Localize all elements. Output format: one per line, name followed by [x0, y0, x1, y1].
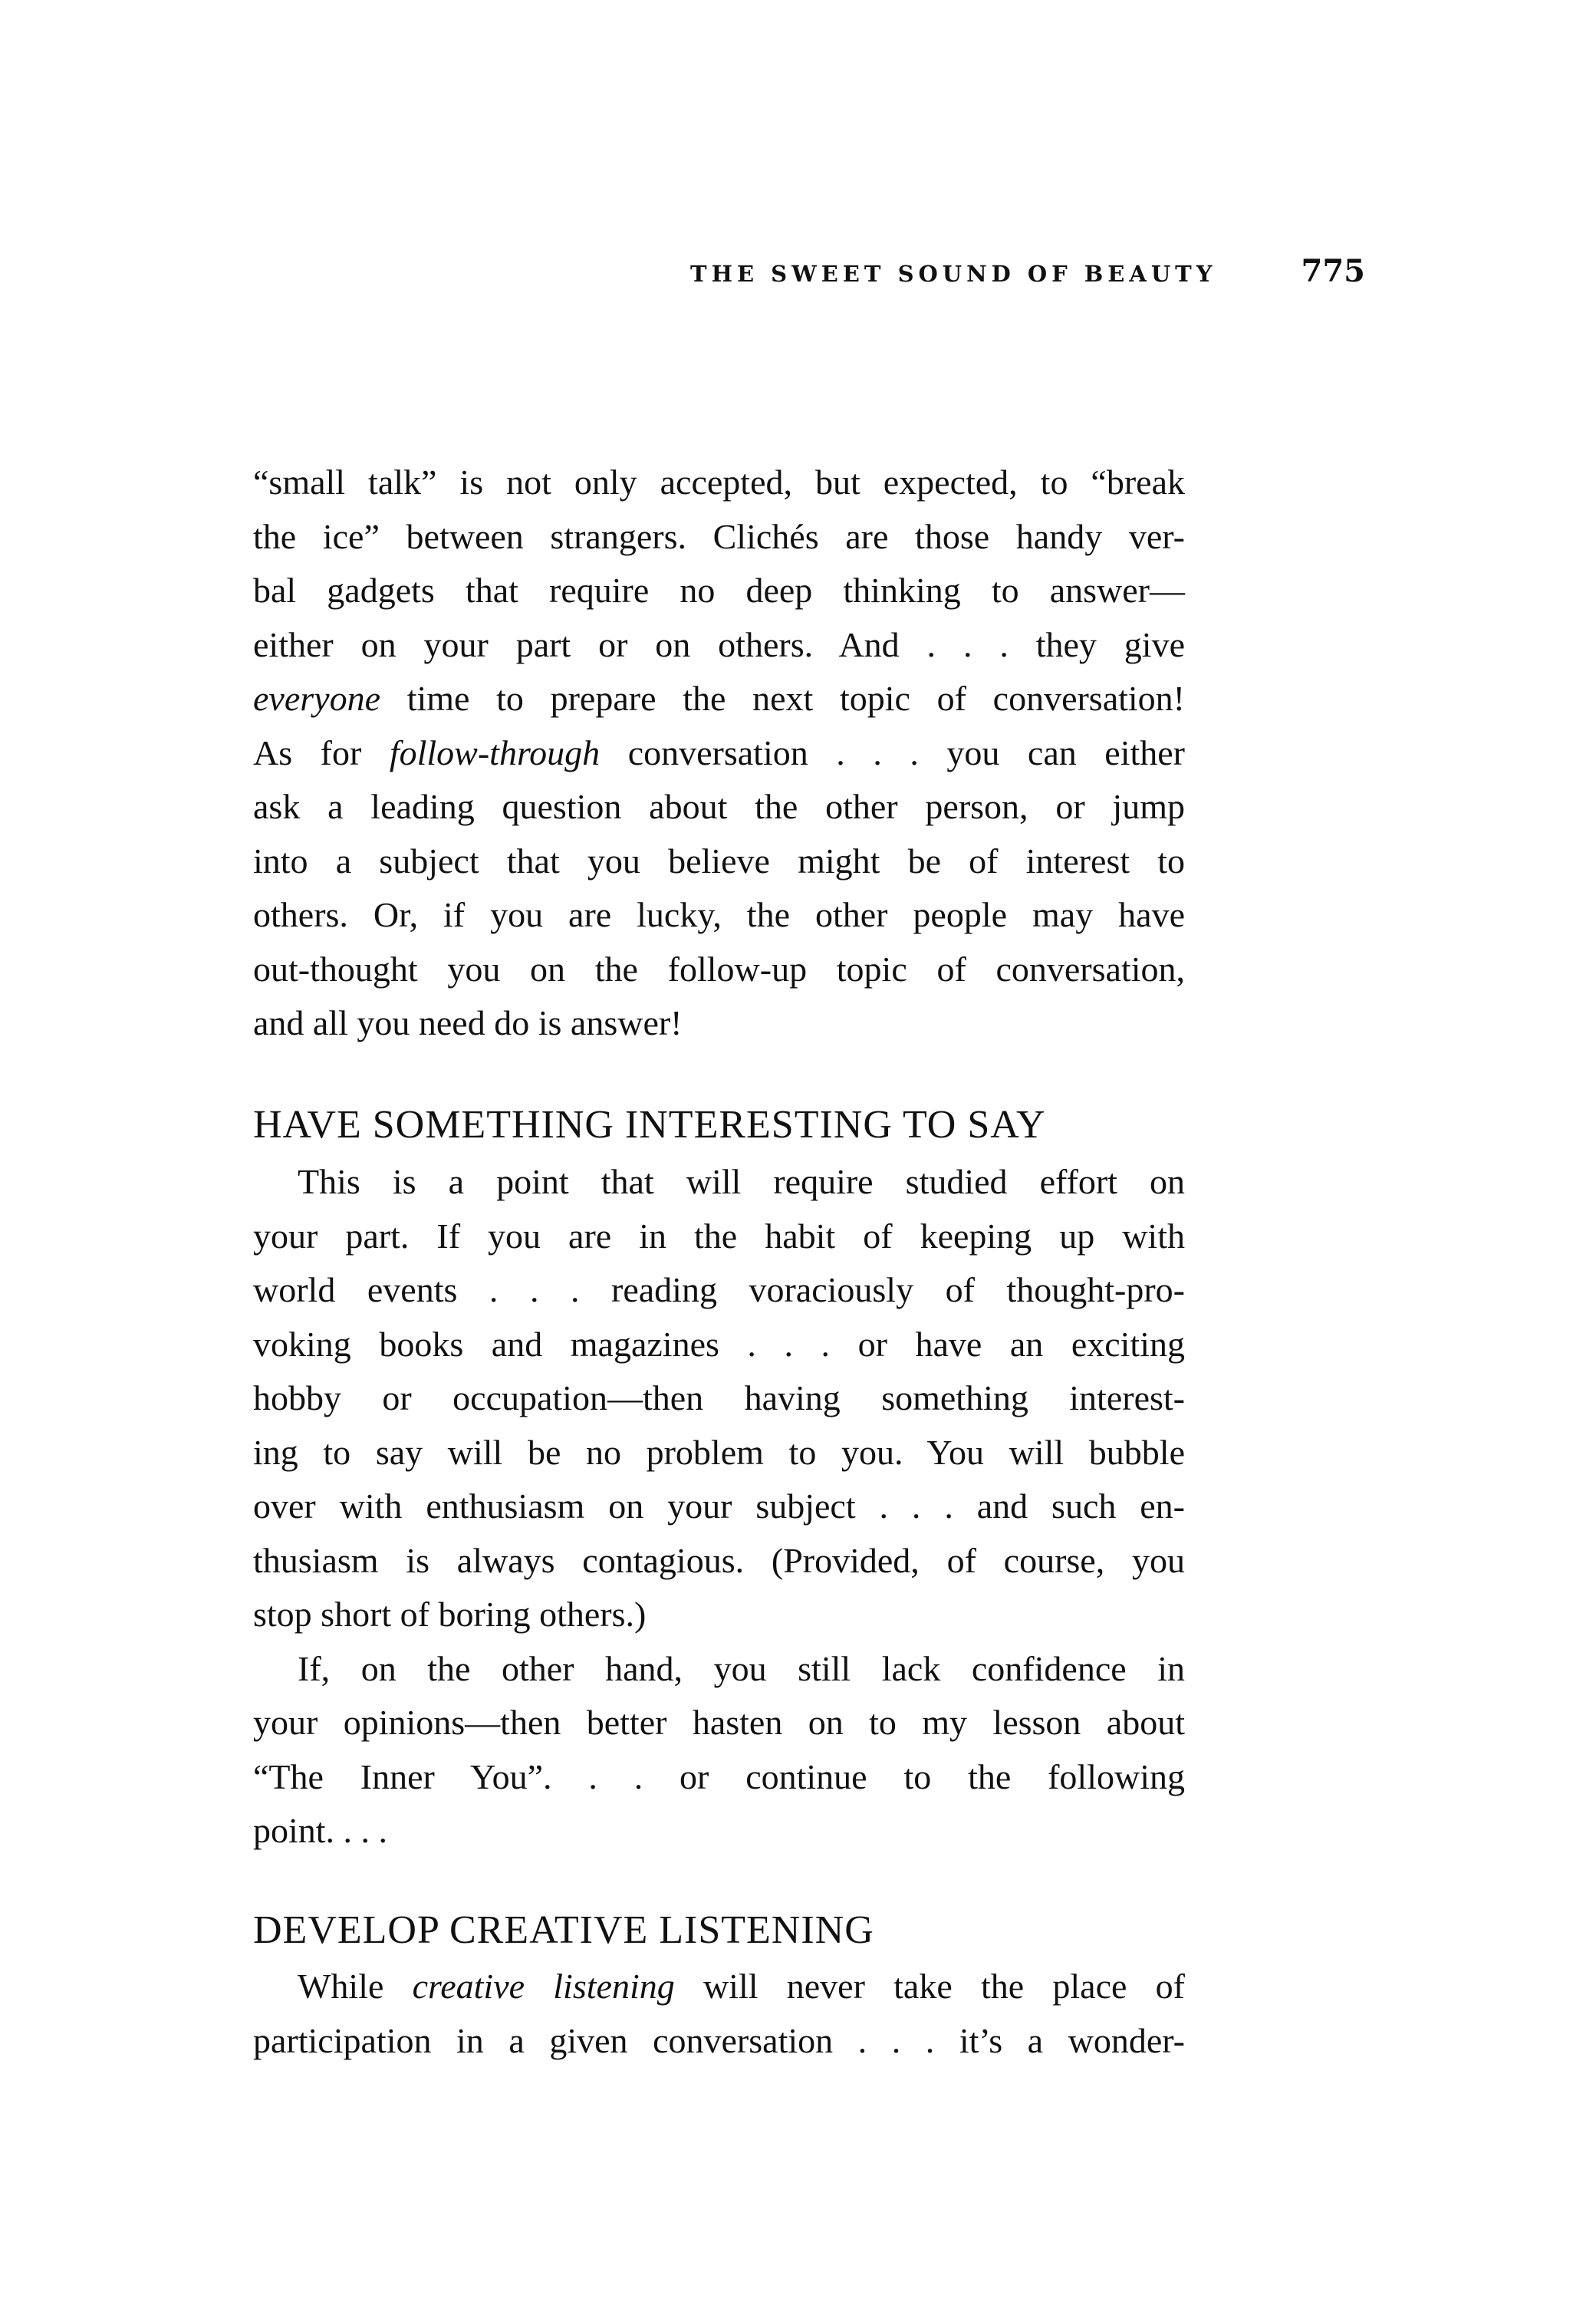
text-line: the ice” between strangers. Clichés are those handy ver- [253, 516, 1185, 556]
text-fragment: time to prepare the next topic of conversation! [380, 679, 1185, 718]
text-line: bal gadgets that require no deep thinking to answer— [253, 571, 1185, 610]
text-line: stop short of boring others.) [253, 1595, 647, 1634]
section-heading-listening: DEVELOP CREATIVE LISTENING [253, 1908, 874, 1952]
section-heading-interesting: HAVE SOMETHING INTERESTING TO SAY [253, 1103, 1046, 1147]
text-line: over with enthusiasm on your subject . . . and such en- [253, 1486, 1185, 1526]
paragraph-small-talk [253, 456, 1185, 1051]
text-line: ask a leading question about the other person, or jump [253, 787, 1185, 826]
text-line: “small talk” is not only accepted, but expected, to “break [253, 463, 1185, 502]
text-line: ing to say will be no problem to you. You will bubble [253, 1432, 1185, 1472]
text-fragment: conversation . . . you can either [600, 732, 1186, 772]
section-body-interesting [253, 1155, 1185, 1858]
italic-text: everyone [253, 679, 380, 718]
text-line: point. . . . [253, 1811, 388, 1850]
italic-text: follow-through [389, 732, 601, 772]
text-line: out-thought you on the follow-up topic of conversation, [253, 949, 1185, 989]
text-fragment: will never take the place of [674, 1967, 1185, 2006]
text-line: into a subject that you believe might be of interest to [253, 841, 1185, 881]
text-line: participation in a given conversation . . . it’s a wonder- [253, 2020, 1185, 2060]
text-line: thusiasm is always contagious. (Provided, of course, you [253, 1540, 1185, 1580]
text-line: This is a point that will require studied effort on [298, 1162, 1185, 1201]
text-line: world events . . . reading voraciously of thought-pro- [253, 1270, 1185, 1309]
text-line: your part. If you are in the habit of keeping up with [253, 1216, 1185, 1256]
text-line: others. Or, if you are lucky, the other people may have [253, 895, 1185, 934]
section-body-listening [253, 1960, 1185, 2068]
text-line [253, 726, 1185, 781]
text-line: hobby or occupation—then having something interest- [253, 1378, 1185, 1417]
text-line [253, 1960, 1185, 2014]
text-line [253, 672, 1185, 726]
text-line: and all you need do is answer! [253, 1003, 683, 1042]
text-line: either on your part or on others. And . . . they give [253, 624, 1185, 664]
text-line: voking books and magazines . . . or have an exciting [253, 1324, 1185, 1364]
text-line: your opinions—then better hasten on to my lesson about [253, 1703, 1185, 1742]
italic-text: creative listening [412, 1967, 675, 2006]
text-fragment: While [298, 1967, 413, 2006]
running-head: THE SWEET SOUND OF BEAUTY [690, 261, 1217, 287]
text-line: If, on the other hand, you still lack confidence in [298, 1648, 1185, 1688]
text-line: “The Inner You”. . . or continue to the following [253, 1756, 1185, 1796]
page-header [690, 253, 1365, 299]
text-fragment: As for [253, 732, 390, 772]
page-number: 775 [1301, 253, 1365, 289]
